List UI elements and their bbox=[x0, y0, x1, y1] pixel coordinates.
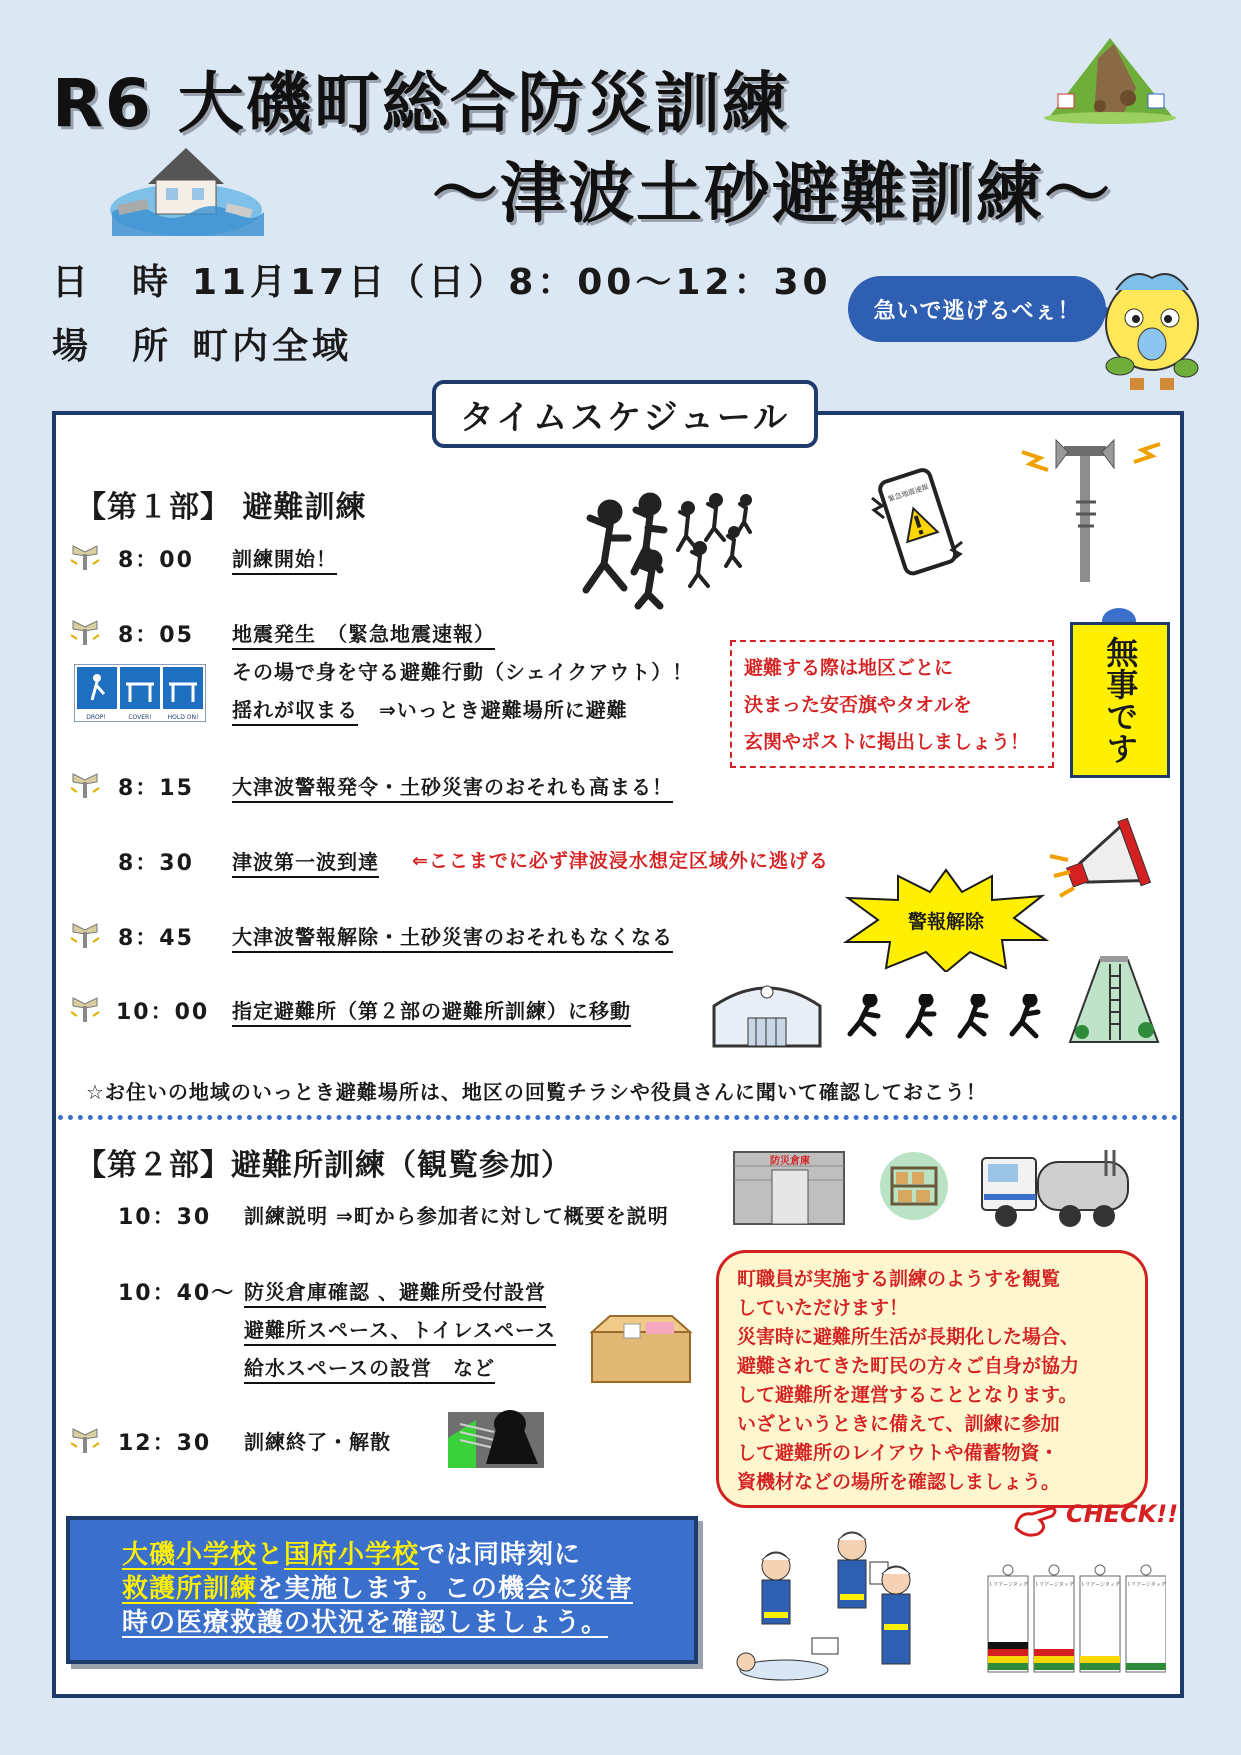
landslide-icon bbox=[1040, 28, 1182, 124]
notice-line: して避難所のレイアウトや備蓄物資・ bbox=[737, 1442, 1059, 1464]
running-people-icon bbox=[844, 994, 1050, 1042]
time-0800: 8：00 bbox=[118, 548, 194, 573]
triage-tags-icon bbox=[986, 1562, 1166, 1680]
event-0800: 訓練開始！ bbox=[232, 543, 337, 572]
title-line1: R6 大磯町総合防災訓練 bbox=[52, 65, 790, 142]
time-1030: 10：30 bbox=[118, 1205, 212, 1230]
disaster-warehouse-icon bbox=[730, 1146, 848, 1228]
evacuating-crowd-illustration bbox=[550, 478, 766, 610]
phone-label: 緊急地震速報 bbox=[887, 482, 930, 504]
event-0830: 津波第一波到達 bbox=[232, 846, 379, 875]
time-0830: 8：30 bbox=[118, 851, 194, 876]
event-0845: 大津波警報解除・土砂災害のおそれもなくなる bbox=[232, 921, 673, 950]
shakeout-pictogram bbox=[74, 664, 206, 722]
place-value: 町内全域 bbox=[192, 326, 353, 367]
rescue-line1: 大磯小学校と国府小学校では同時刻に bbox=[122, 1540, 582, 1570]
shakeout-hold: HOLD ON! bbox=[167, 714, 199, 721]
triage-tag-label: トリアージタッグ bbox=[1034, 1582, 1074, 1588]
notice-line: 避難されてきた町民の方々ご自身が協力 bbox=[737, 1355, 1080, 1377]
time-1000: 10：00 bbox=[116, 1000, 210, 1025]
triage-tag-label: トリアージタッグ bbox=[1080, 1582, 1120, 1588]
pointing-hand-icon bbox=[1012, 1500, 1060, 1540]
tsunami-tower-icon bbox=[1066, 954, 1162, 1046]
notice-line: 町職員が実施する訓練のようすを観覧 bbox=[737, 1268, 1061, 1290]
date-label: 日 時 bbox=[52, 262, 173, 303]
shakeout-cover: COVER! bbox=[128, 714, 152, 721]
siren-icon bbox=[68, 617, 102, 647]
stockpile-icon bbox=[878, 1150, 950, 1222]
part1-heading: 【第１部】 避難訓練 bbox=[76, 490, 367, 525]
notice-line: 資機材などの場所を確認しましょう。 bbox=[737, 1471, 1061, 1493]
flooded-house-icon bbox=[108, 140, 264, 236]
date-row bbox=[52, 254, 832, 305]
flag-instruction-line: 避難する際は地区ごとに bbox=[744, 657, 954, 679]
safe-flag: 無事です bbox=[1070, 622, 1170, 778]
check-label: CHECK!! bbox=[1066, 1500, 1179, 1528]
triage-tag-label: トリアージタッグ bbox=[988, 1582, 1028, 1588]
event-1030: 訓練説明 ⇒町から参加者に対して概要を説明 bbox=[244, 1204, 669, 1228]
shakeout-drop: DROP! bbox=[86, 714, 106, 721]
siren-icon bbox=[68, 1425, 102, 1455]
alert-lifted-text: 警報解除 bbox=[907, 911, 985, 933]
notice-line: して避難所を運営することとなります。 bbox=[737, 1384, 1078, 1406]
mascot-speech-bubble: 急いで逃げるべぇ！ bbox=[848, 276, 1106, 342]
flag-instruction-line: 玄関やポストに掲出しましょう！ bbox=[744, 731, 1030, 753]
time-0815: 8：15 bbox=[118, 776, 194, 801]
place-row bbox=[52, 318, 352, 369]
time-1230: 12：30 bbox=[118, 1431, 212, 1456]
event-1040-line2: 避難所スペース、トイレスペース bbox=[244, 1314, 556, 1343]
notice-line: していただけます！ bbox=[737, 1297, 909, 1319]
time-0845: 8：45 bbox=[118, 926, 194, 951]
event-0805: 地震発生 （緊急地震速報） bbox=[232, 618, 495, 647]
time-1040: 10：40〜 bbox=[118, 1281, 236, 1306]
warehouse-label: 防災倉庫 bbox=[770, 1156, 810, 1167]
event-0815: 大津波警報発令・土砂災害のおそれも高まる！ bbox=[232, 771, 673, 800]
time-0805: 8：05 bbox=[118, 623, 194, 648]
alert-lifted-badge bbox=[842, 868, 1050, 972]
date-value: 11月17日（日）8：00〜12：30 bbox=[192, 262, 832, 303]
siren-icon bbox=[68, 770, 102, 800]
closing-icon bbox=[446, 1398, 546, 1468]
cardboard-box-icon bbox=[588, 1310, 694, 1384]
megaphone-icon bbox=[1046, 816, 1180, 912]
mascot-bird-icon bbox=[1096, 262, 1208, 396]
event-1000: 指定避難所（第２部の避難所訓練）に移動 bbox=[232, 995, 631, 1024]
siren-icon bbox=[68, 542, 102, 572]
tsunami-note: ⇐ここまでに必ず津波浸水想定区域外に逃げる bbox=[412, 850, 829, 872]
event-1040-line1: 防災倉庫確認 、避難所受付設営 bbox=[244, 1276, 546, 1305]
title-line2: 〜津波土砂避難訓練〜 bbox=[432, 155, 1112, 232]
event-1230: 訓練終了・解散 bbox=[244, 1430, 391, 1454]
loudspeaker-pole-icon bbox=[1016, 422, 1166, 586]
schedule-title: タイムスケジュール bbox=[432, 380, 818, 448]
observation-notice bbox=[716, 1250, 1148, 1508]
water-truck-icon bbox=[980, 1136, 1132, 1232]
triage-tag-label: トリアージタッグ bbox=[1126, 1582, 1166, 1588]
event-1040-line3: 給水スペースの設営 など bbox=[244, 1352, 495, 1381]
rescue-line3: 時の医療救護の状況を確認しましょう。 bbox=[122, 1608, 609, 1638]
flag-instruction-box bbox=[730, 640, 1054, 768]
part2-heading: 【第２部】避難所訓練（観覧参加） bbox=[76, 1148, 572, 1183]
phone-alert-icon bbox=[858, 464, 976, 582]
siren-icon bbox=[68, 994, 102, 1024]
notice-line: いざというときに備えて、訓練に参加 bbox=[737, 1413, 1060, 1435]
event-0805-line3: 揺れが収まる ⇒いっとき避難場所に避難 bbox=[232, 694, 628, 723]
siren-icon bbox=[68, 920, 102, 950]
notice-line: 災害時に避難所生活が長期化した場合、 bbox=[737, 1326, 1080, 1348]
rescue-line2: 救護所訓練を実施します。この機会に災害 bbox=[122, 1574, 633, 1604]
rescue-training-box bbox=[66, 1516, 698, 1664]
event-0805-line2: その場で身を守る避難行動（シェイクアウト）！ bbox=[232, 660, 694, 684]
place-label: 場 所 bbox=[52, 326, 173, 367]
local-evac-footnote: ☆お住いの地域のいっとき避難場所は、地区の回覧チラシや役員さんに聞いて確認しておこう！ bbox=[86, 1080, 987, 1104]
rescue-workers-illustration bbox=[734, 1512, 934, 1684]
flag-instruction-line: 決まった安否旗やタオルを bbox=[744, 694, 973, 716]
section-divider bbox=[58, 1115, 1178, 1120]
evacuation-gym-icon bbox=[708, 966, 826, 1048]
